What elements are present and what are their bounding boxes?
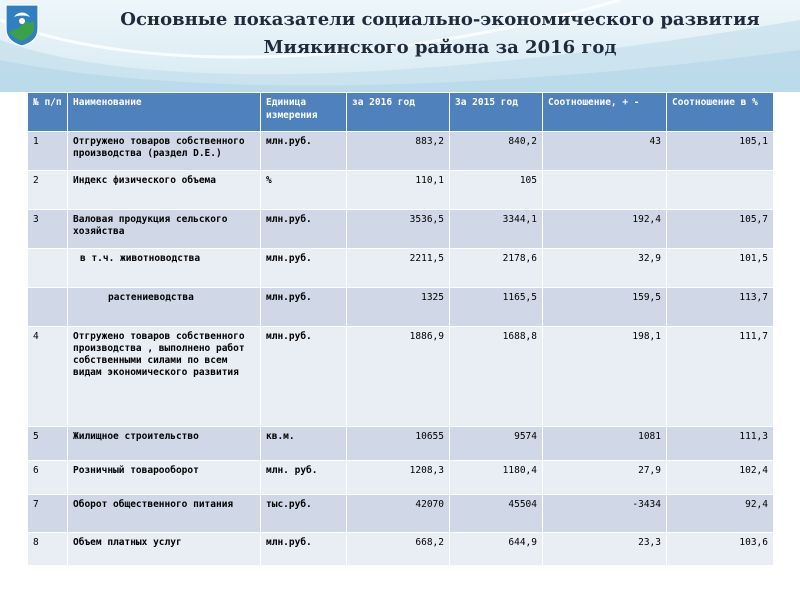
row-name: Валовая продукция сельского хозяйства — [68, 210, 261, 249]
row-number: 4 — [28, 327, 68, 427]
row-unit: % — [261, 171, 347, 210]
row-number: 7 — [28, 495, 68, 533]
row-value-2016: 1886,9 — [347, 327, 450, 427]
row-name: Розничный товарооборот — [68, 461, 261, 495]
page-title-line-2: Миякинского района за 2016 год — [263, 37, 617, 58]
row-name: растениеводства — [68, 288, 261, 327]
table-row — [28, 533, 774, 566]
row-value-2015: 3344,1 — [450, 210, 543, 249]
row-name: Оборот общественного питания — [68, 495, 261, 533]
row-number: 5 — [28, 427, 68, 461]
column-header-number: № п/п — [28, 93, 68, 132]
column-header-2016: за 2016 год — [347, 93, 450, 132]
row-difference: 32,9 — [543, 249, 667, 288]
row-difference: 43 — [543, 132, 667, 171]
column-header-name: Наименование — [68, 93, 261, 132]
row-difference: -3434 — [543, 495, 667, 533]
row-difference: 27,9 — [543, 461, 667, 495]
district-emblem-icon — [4, 3, 40, 47]
table-row — [28, 427, 774, 461]
row-name: Отгружено товаров собственного производства (раздел D.E.) — [68, 132, 261, 171]
row-value-2015: 9574 — [450, 427, 543, 461]
row-percent: 113,7 — [667, 288, 774, 327]
row-value-2015: 45504 — [450, 495, 543, 533]
row-unit: млн. руб. — [261, 461, 347, 495]
row-unit: кв.м. — [261, 427, 347, 461]
page-title — [90, 6, 790, 62]
row-name: Индекс физического объема — [68, 171, 261, 210]
table-row — [28, 210, 774, 249]
row-percent: 101,5 — [667, 249, 774, 288]
row-value-2016: 110,1 — [347, 171, 450, 210]
row-percent: 105,7 — [667, 210, 774, 249]
row-value-2016: 42070 — [347, 495, 450, 533]
page-title-line-1: Основные показатели социально-экономического развития — [120, 9, 760, 30]
row-value-2016: 668,2 — [347, 533, 450, 566]
table-row — [28, 495, 774, 533]
row-difference: 23,3 — [543, 533, 667, 566]
row-value-2015: 105 — [450, 171, 543, 210]
table-header-row — [28, 93, 774, 132]
row-number: 6 — [28, 461, 68, 495]
row-name: в т.ч. животноводства — [68, 249, 261, 288]
table-row — [28, 249, 774, 288]
table-row — [28, 288, 774, 327]
row-number: 3 — [28, 210, 68, 249]
row-value-2016: 883,2 — [347, 132, 450, 171]
row-unit: млн.руб. — [261, 132, 347, 171]
column-header-percent: Соотношение в % — [667, 93, 774, 132]
row-percent: 105,1 — [667, 132, 774, 171]
row-percent: 92,4 — [667, 495, 774, 533]
row-number — [28, 249, 68, 288]
column-header-2015: За 2015 год — [450, 93, 543, 132]
row-unit: млн.руб. — [261, 327, 347, 427]
row-unit: тыс.руб. — [261, 495, 347, 533]
row-unit: млн.руб. — [261, 288, 347, 327]
column-header-difference: Соотношение, + - — [543, 93, 667, 132]
row-value-2015: 644,9 — [450, 533, 543, 566]
row-difference — [543, 171, 667, 210]
row-value-2016: 10655 — [347, 427, 450, 461]
row-difference: 1081 — [543, 427, 667, 461]
row-name: Объем платных услуг — [68, 533, 261, 566]
row-percent: 102,4 — [667, 461, 774, 495]
row-unit: млн.руб. — [261, 249, 347, 288]
indicators-table — [27, 92, 774, 566]
row-difference: 198,1 — [543, 327, 667, 427]
row-percent: 111,3 — [667, 427, 774, 461]
row-unit: млн.руб. — [261, 533, 347, 566]
row-value-2016: 2211,5 — [347, 249, 450, 288]
row-percent — [667, 171, 774, 210]
row-value-2016: 3536,5 — [347, 210, 450, 249]
row-number: 8 — [28, 533, 68, 566]
row-name: Жилищное строительство — [68, 427, 261, 461]
table-row — [28, 327, 774, 427]
row-number: 1 — [28, 132, 68, 171]
table-row — [28, 171, 774, 210]
row-number: 2 — [28, 171, 68, 210]
row-percent: 103,6 — [667, 533, 774, 566]
row-value-2016: 1325 — [347, 288, 450, 327]
column-header-unit: Единица измерения — [261, 93, 347, 132]
row-value-2015: 2178,6 — [450, 249, 543, 288]
row-value-2015: 1180,4 — [450, 461, 543, 495]
row-number — [28, 288, 68, 327]
row-unit: млн.руб. — [261, 210, 347, 249]
row-value-2015: 1688,8 — [450, 327, 543, 427]
row-name: Отгружено товаров собственного производства , выполнено работ собственными силами по всем видам экономического развития — [68, 327, 261, 427]
row-difference: 192,4 — [543, 210, 667, 249]
row-value-2016: 1208,3 — [347, 461, 450, 495]
row-value-2015: 840,2 — [450, 132, 543, 171]
row-difference: 159,5 — [543, 288, 667, 327]
row-percent: 111,7 — [667, 327, 774, 427]
row-value-2015: 1165,5 — [450, 288, 543, 327]
table-row — [28, 461, 774, 495]
table-row — [28, 132, 774, 171]
